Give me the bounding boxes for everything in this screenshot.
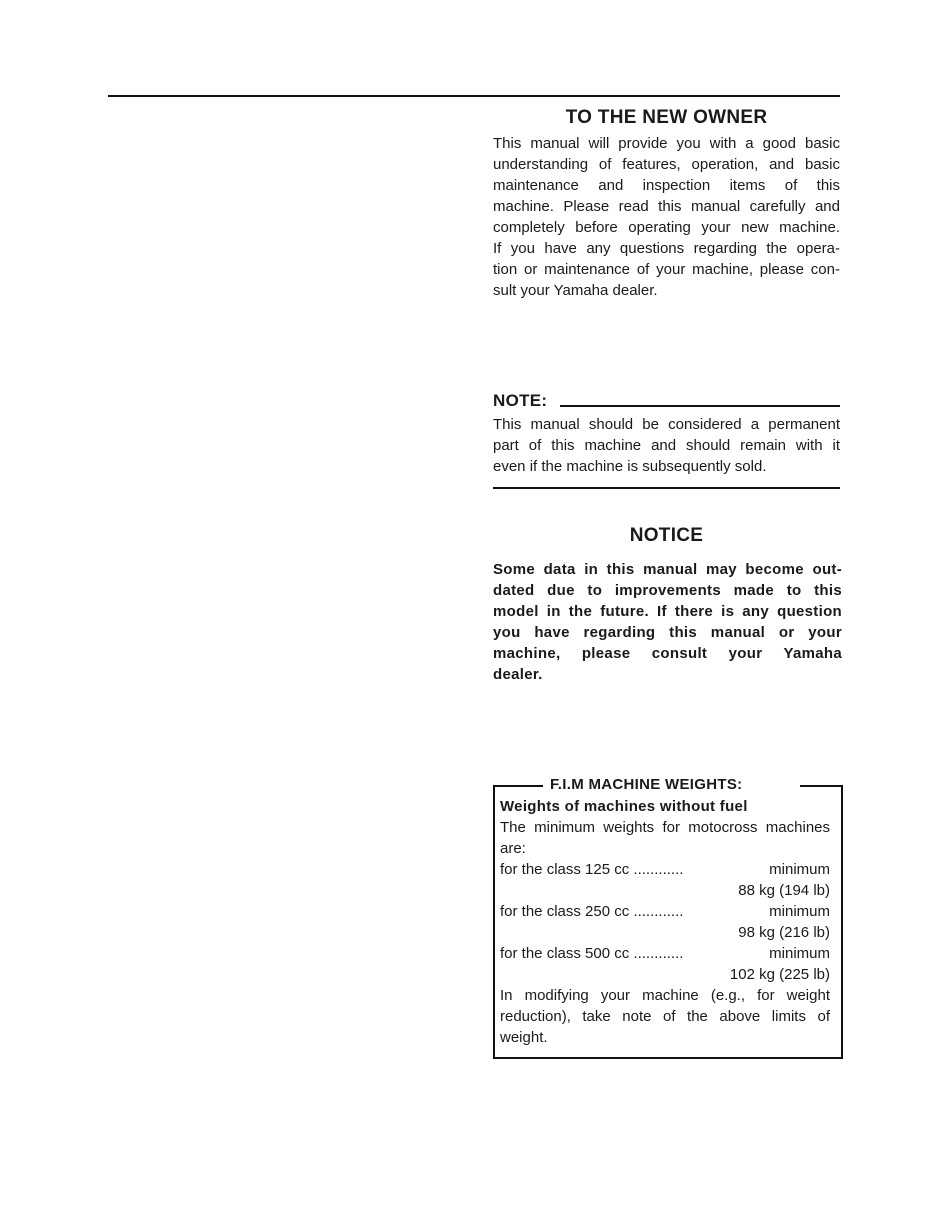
text-line: machine. Please read this manual carefully and bbox=[493, 198, 840, 215]
text-line: The minimum weights for motocross machines bbox=[500, 819, 830, 836]
text-line: In modifying your machine (e.g., for weight bbox=[500, 987, 830, 1004]
text-line: sult your Yamaha dealer. bbox=[493, 282, 658, 299]
owner-paragraph bbox=[493, 133, 840, 301]
text-line: This manual will provide you with a good basic bbox=[493, 135, 840, 152]
text-line: reduction), take note of the above limits of bbox=[500, 1008, 830, 1025]
text-line: machine, please consult your Yamaha bbox=[493, 645, 842, 662]
notice-paragraph bbox=[493, 559, 842, 685]
note-paragraph bbox=[493, 414, 840, 477]
text-line: you have regarding this manual or your bbox=[493, 624, 842, 641]
minimum-label: minimum bbox=[769, 903, 830, 920]
text-line: weight. bbox=[500, 1029, 548, 1046]
text-line: dealer. bbox=[493, 666, 543, 683]
top-rule bbox=[108, 95, 840, 97]
minimum-weight: 98 kg (216 lb) bbox=[738, 924, 830, 941]
fim-title: F.I.M MACHINE WEIGHTS: bbox=[550, 776, 743, 793]
note-end-rule bbox=[493, 487, 840, 489]
class-label: for the class 500 cc ............ bbox=[500, 945, 684, 962]
minimum-label: minimum bbox=[769, 861, 830, 878]
weight-class-row bbox=[500, 859, 830, 880]
text-line: maintenance and inspection items of this bbox=[493, 177, 840, 194]
note-rule bbox=[560, 405, 840, 407]
box-top-right-rule bbox=[800, 785, 841, 787]
class-label: for the class 125 cc ............ bbox=[500, 861, 684, 878]
minimum-label: minimum bbox=[769, 945, 830, 962]
fim-subtitle: Weights of machines without fuel bbox=[500, 798, 748, 815]
note-label: NOTE: bbox=[493, 391, 548, 410]
text-line: understanding of features, operation, and basic bbox=[493, 156, 840, 173]
weight-class-row bbox=[500, 901, 830, 922]
text-line: model in the future. If there is any question bbox=[493, 603, 842, 620]
class-label: for the class 250 cc ............ bbox=[500, 903, 684, 920]
text-line: Some data in this manual may become out- bbox=[493, 561, 842, 578]
text-line: part of this machine and should remain with it bbox=[493, 437, 840, 454]
text-line: completely before operating your new machine. bbox=[493, 219, 840, 236]
text-line: This manual should be considered a permanent bbox=[493, 416, 840, 433]
owner-title: TO THE NEW OWNER bbox=[565, 107, 768, 128]
weight-class-row bbox=[500, 943, 830, 964]
text-line: If you have any questions regarding the opera- bbox=[493, 240, 840, 257]
fim-content bbox=[500, 796, 830, 1048]
minimum-weight: 102 kg (225 lb) bbox=[729, 966, 830, 983]
box-top-left-rule bbox=[493, 785, 543, 787]
notice-title: NOTICE bbox=[629, 525, 704, 546]
text-line: dated due to improvements made to this bbox=[493, 582, 842, 599]
text-line: are: bbox=[500, 840, 526, 857]
text-line: tion or maintenance of your machine, please con- bbox=[493, 261, 840, 278]
minimum-weight: 88 kg (194 lb) bbox=[738, 882, 830, 899]
text-line: even if the machine is subsequently sold. bbox=[493, 458, 767, 475]
